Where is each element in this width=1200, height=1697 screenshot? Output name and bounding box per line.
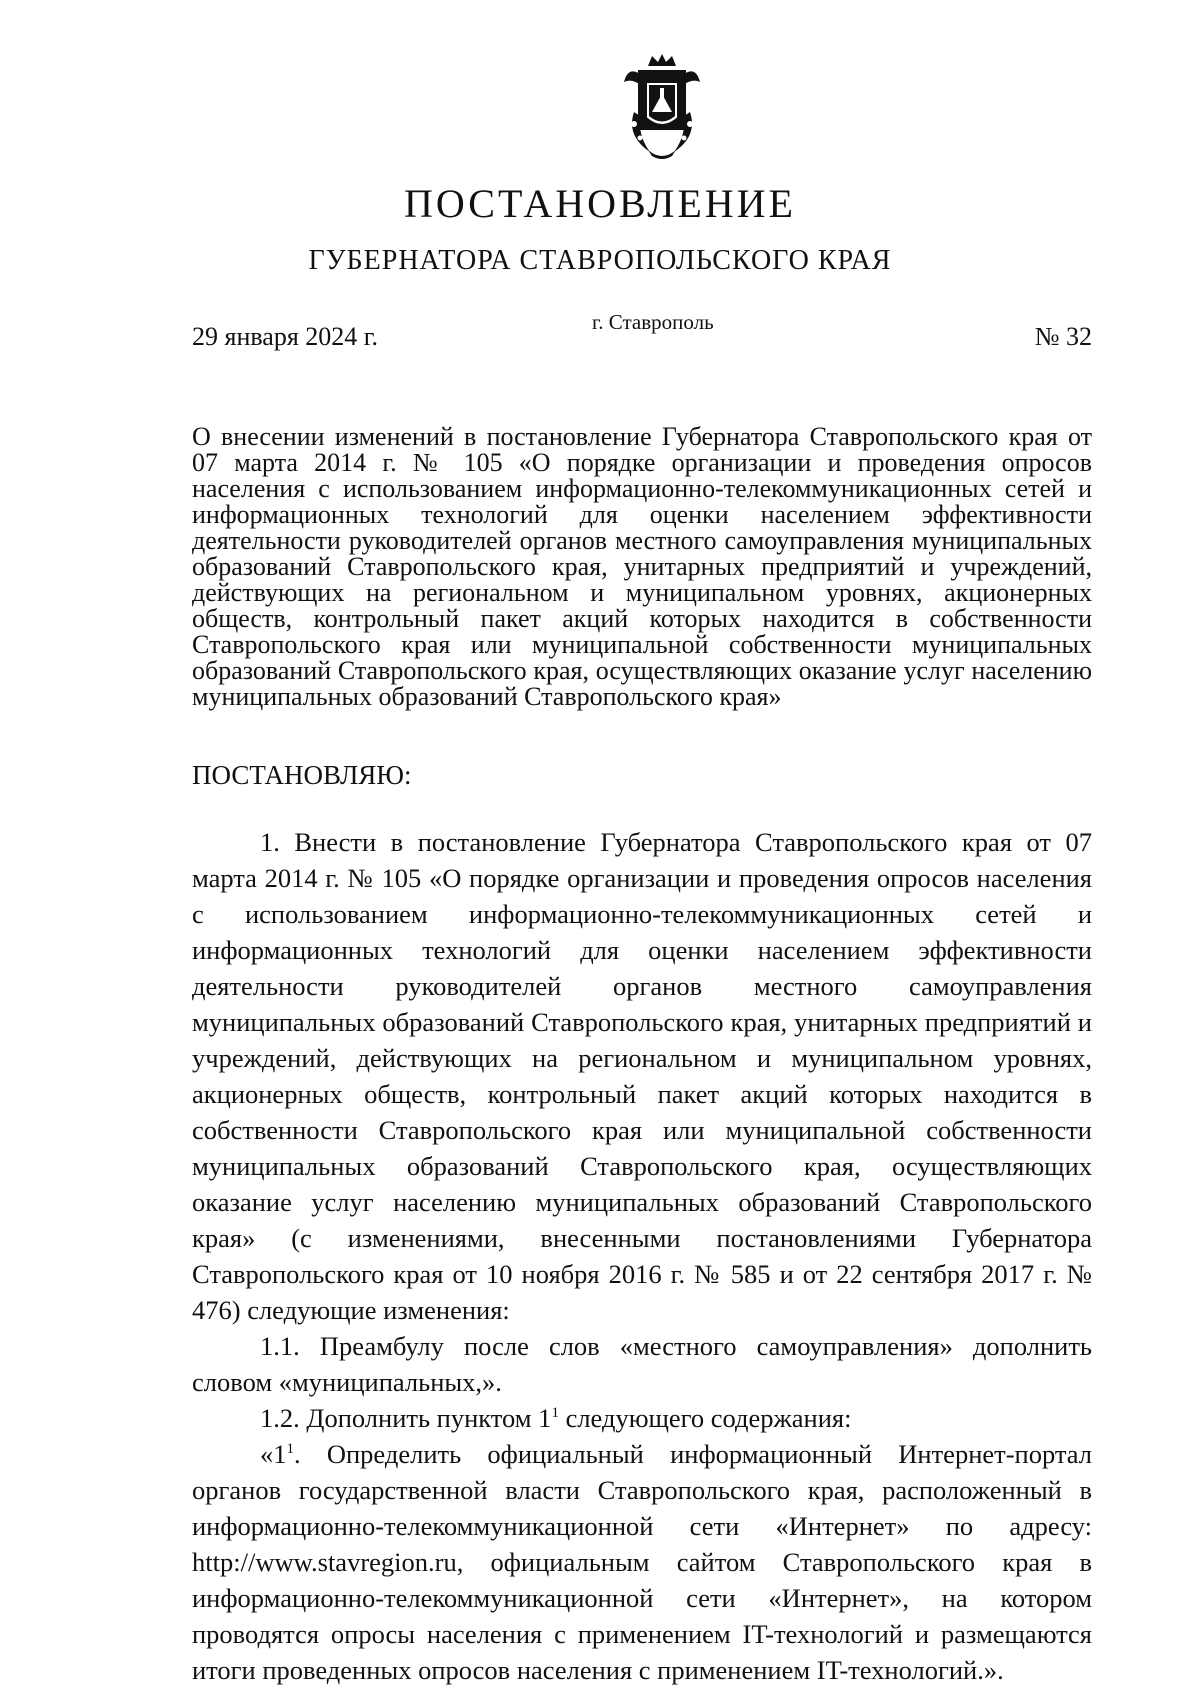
decree-word: ПОСТАНОВЛЯЮ: <box>192 760 412 790</box>
coat-of-arms-icon <box>620 52 704 164</box>
document-body <box>192 824 1092 1688</box>
paragraph-1-1: 1.1. Преамбулу после слов «местного самоуправления» дополнить словом «муниципальных,». <box>192 1331 1092 1397</box>
superscript: 1 <box>551 1405 559 1422</box>
paragraph-1-2-text-end: следующего содержания: <box>558 1403 852 1433</box>
document-subtitle: ГУБЕРНАТОРА СТАВРОПОЛЬСКОГО КРАЯ <box>308 245 892 276</box>
superscript: 1 <box>286 1441 294 1458</box>
document-heading: О внесении изменений в постановление Губернатора Ставропольского края от 07 марта 2014 г. № 105 «О порядке организации и проведения опросов населения с использованием информационно-телекоммуникационных сетей и информационных технологий для оценки населением эффективности деятельности руководителей органов местного самоуправления муниципальных образований Ставропольского края, унитарных предприятий и учреждений, действующих на региональном и муниципальном уровнях, акционерных обществ, контрольный пакет акций которых находится в собственности Ставропольского края или муниципальной собственности муниципальных образований Ставропольского края, осуществляющих оказание услуг населению муниципальных образований Ставропольского края» <box>192 422 1092 711</box>
paragraph-1-2-text: 1.2. Дополнить пунктом 1 <box>260 1403 552 1433</box>
new-point-text: . Определить официальный информационный Интернет-портал органов государственной власти Ставропольского края, расположенный в информационно-телекоммуникационной сети «Интернет» по адресу: http://www.stavregion.ru, официальным сайтом Ставропольского края в информационно-телекоммуникационной сети «Интернет», на котором проводятся опросы населения с применением IT-технологий и размещаются итоги проведенных опросов населения с применением IT-технологий.». <box>192 1439 1092 1685</box>
paragraph-new-point <box>192 1436 1092 1688</box>
document-city: г. Ставрополь <box>592 310 714 334</box>
document-title: ПОСТАНОВЛЕНИЕ <box>404 181 796 226</box>
document-date: 29 января 2024 г. <box>192 322 379 351</box>
document-number: № 32 <box>1034 322 1092 351</box>
paragraph-1: 1. Внести в постановление Губернатора Ставропольского края от 07 марта 2014 г. № 105 «О порядке организации и проведения опросов населения с использованием информационно-телекоммуникационных сетей и информационных технологий для оценки населением эффективности деятельности руководителей органов местного самоуправления муниципальных образований Ставропольского края, унитарных предприятий и учреждений, действующих на региональном и муниципальном уровнях, акционерных обществ, контрольный пакет акций которых находится в собственности Ставропольского края или муниципальной собственности муниципальных образований Ставропольского края, осуществляющих оказание услуг населению муниципальных образований Ставропольского края» (с изменениями, внесенными постановлениями Губернатора Ставропольского края от 10 ноября 2016 г. № 585 и от 22 сентября 2017 г. № 476) следующие изменения: <box>192 827 1092 1325</box>
new-point-start: «1 <box>260 1439 287 1469</box>
paragraph-1-2 <box>192 1400 1092 1436</box>
